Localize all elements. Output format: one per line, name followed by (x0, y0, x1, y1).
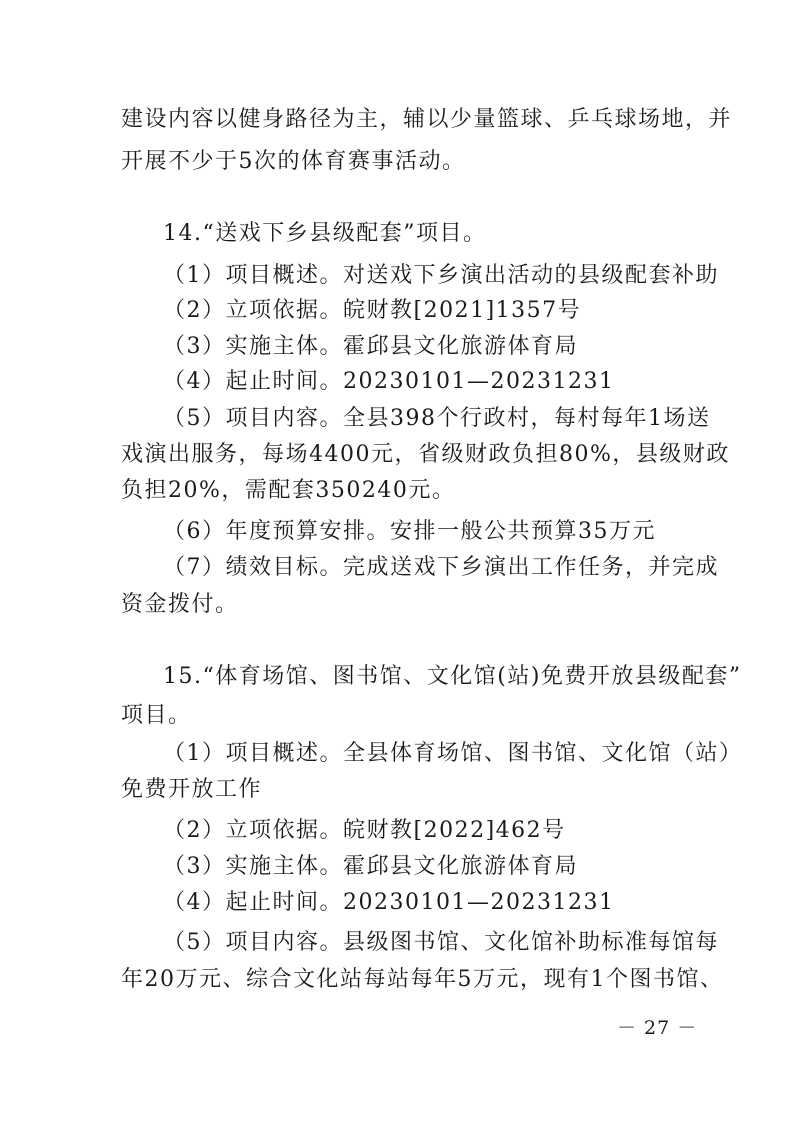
section-heading: 15.“体育场馆、图书馆、文化馆(站)免费开放县级配套” (163, 664, 742, 689)
text-line: （5）项目内容。县级图书馆、文化馆补助标准每馆每 (163, 930, 719, 955)
text-line: （2）立项依据。皖财教[2021]1357号 (163, 298, 582, 323)
text-line: 戏演出服务，每场4400元，省级财政负担80%，县级财政 (121, 442, 730, 467)
text-line: 负担20%，需配套350240元。 (121, 478, 456, 503)
text-line: （3）实施主体。霍邱县文化旅游体育局 (163, 334, 578, 359)
page-number: － 27 － (617, 1017, 698, 1039)
text-line: （5）项目内容。全县398个行政村，每村每年1场送 (163, 406, 711, 431)
text-line: （7）绩效目标。完成送戏下乡演出工作任务，并完成 (163, 555, 719, 580)
text-line: 年20万元、综合文化站每站每年5万元，现有1个图书馆、 (121, 967, 724, 992)
text-line: （2）立项依据。皖财教[2022]462号 (163, 818, 566, 843)
text-line: （3）实施主体。霍邱县文化旅游体育局 (163, 854, 578, 879)
text-line: 免费开放工作 (121, 777, 263, 802)
section-heading: 14.“送戏下乡县级配套”项目。 (163, 221, 487, 246)
text-line: （1）项目概述。全县体育场馆、图书馆、文化馆（站） (163, 741, 743, 766)
text-line: 建设内容以健身路径为主，辅以少量篮球、乒乓球场地，并 (121, 107, 733, 132)
text-line: （1）项目概述。对送戏下乡演出活动的县级配套补助 (163, 263, 719, 288)
text-line: （6）年度预算安排。安排一般公共预算35万元 (163, 519, 656, 544)
text-line: （4）起止时间。20230101—20231231 (163, 890, 615, 915)
text-line: 资金拨付。 (121, 592, 239, 617)
text-line: 项目。 (121, 703, 192, 728)
text-line: （4）起止时间。20230101—20231231 (163, 369, 615, 394)
text-line: 开展不少于5次的体育赛事活动。 (121, 149, 466, 174)
